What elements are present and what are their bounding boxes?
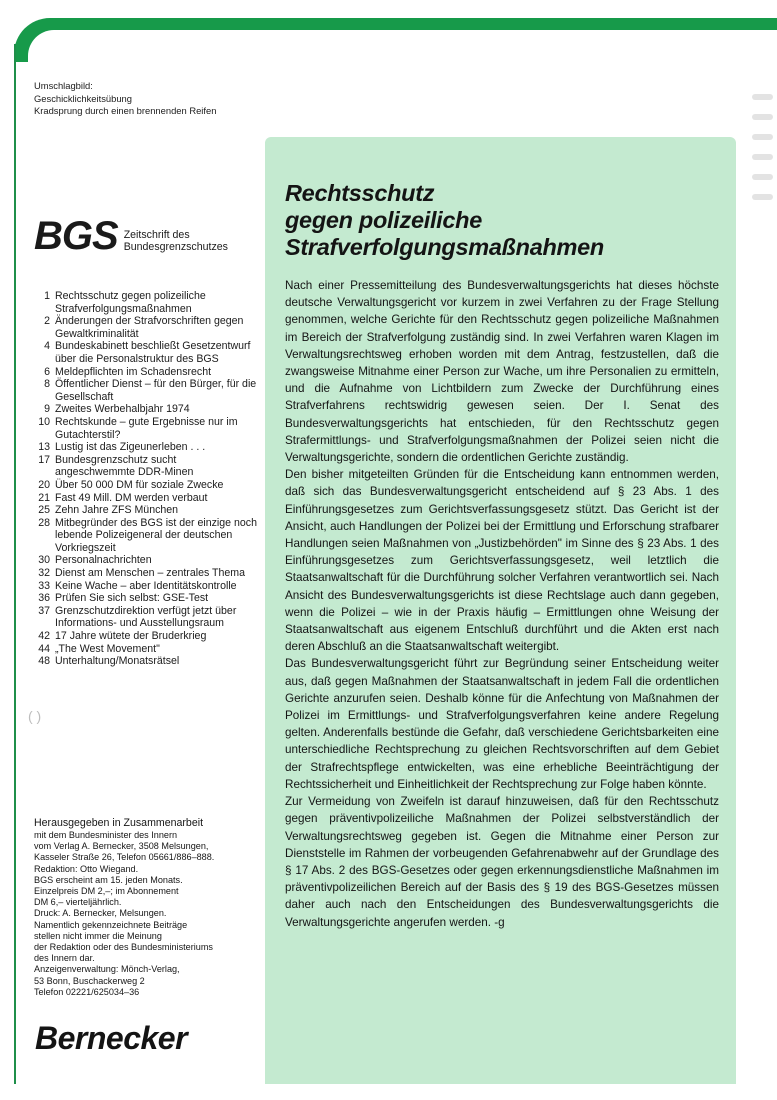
toc-page-number: 4 <box>44 340 50 353</box>
magazine-subtitle-line: Bundesgrenzschutzes <box>123 241 228 253</box>
toc-title: Personalnachrichten <box>55 554 152 567</box>
cover-caption-line: Kradsprung durch einen brennenden Reifen <box>34 105 217 116</box>
article-paragraph: Den bisher mitgeteilten Gründen für die Entscheidung kann entnommen werden, daß sich das Bundesverwaltungsgericht entscheidend auf § 23 Abs. 1 des Einführungsgesetzes zum Gerichtsverfassungsgesetz stützt. Das Gericht ist der Ansicht, auch Handlungen der Polizei bei der Ermittlung und Erforschung strafbarer Handlungen seien Maßnahmen von „Justizbehörden" im Sinne des § 23 Abs. 1 des Einführungsgesetzes zum Gerichtsverfassungsgesetz, weil letztlich die Staatsanwaltschaft für die Durchführung solcher Verfahren verantwortlich sei. Nach Ansicht des Bundesverwaltungsgerichts ist diese Rechtslage auch dann gegeben, wenn die Polizei – wie in der Praxis häufig – Ermittlungen ohne Weisung der Staatsanwaltschaft aus eigenem Entschluß durchführt und die Akten erst nach deren Abschluß an die Staatsanwaltschaft weitergibt. <box>285 468 719 654</box>
headline-line: Rechtsschutz <box>285 180 435 206</box>
imprint <box>34 817 262 998</box>
article-body <box>285 277 719 931</box>
bleed-line <box>752 194 773 200</box>
toc-entry[interactable] <box>34 441 258 454</box>
toc-entry[interactable] <box>34 315 258 340</box>
imprint-line: der Redaktion oder des Bundesministeriums <box>34 942 213 953</box>
magazine-masthead <box>34 214 228 258</box>
imprint-line: Kasseler Straße 26, Telefon 05661/886–888. <box>34 852 215 863</box>
toc-entry[interactable] <box>34 340 258 365</box>
toc-page-number: 36 <box>38 592 50 605</box>
imprint-body <box>34 830 262 998</box>
magazine-subtitle-line: Zeitschrift des <box>123 229 190 241</box>
toc-title: Meldepflichten im Schadensrecht <box>55 365 212 378</box>
article-headline <box>285 180 719 261</box>
toc-entry[interactable] <box>34 567 258 580</box>
toc-page-number: 44 <box>38 642 50 655</box>
toc-title: Grenzschutzdirektion verfügt jetzt über Informations- und Ausstellungsraum <box>55 604 237 630</box>
toc-entry[interactable] <box>34 416 258 441</box>
toc-page-number: 1 <box>44 290 50 302</box>
imprint-line: Einzelpreis DM 2,–; im Abonnement <box>34 886 179 897</box>
toc-entry[interactable] <box>34 630 258 643</box>
toc-title: Keine Wache – aber Identitätskontrolle <box>55 579 237 592</box>
imprint-lead: Herausgegeben in Zusammenarbeit <box>34 817 204 829</box>
toc-title: Fast 49 Mill. DM werden verbaut <box>55 491 208 504</box>
bleed-line <box>752 94 773 100</box>
toc-page-number: 48 <box>38 655 50 668</box>
toc-title: Dienst am Menschen – zentrales Thema <box>55 567 245 580</box>
toc-entry[interactable] <box>34 643 258 656</box>
toc-entry[interactable] <box>34 517 258 555</box>
toc-title: Zehn Jahre ZFS München <box>55 504 179 517</box>
toc-entry[interactable] <box>34 554 258 567</box>
toc-entry[interactable] <box>34 605 258 630</box>
imprint-line: Redaktion: Otto Wiegand. <box>34 863 139 874</box>
article <box>285 180 719 931</box>
toc-title: 17 Jahre wütete der Bruderkrieg <box>55 630 207 643</box>
article-paragraph: Nach einer Pressemitteilung des Bundesverwaltungsgerichts hat dieses höchste deutsche Verwaltungsgericht vor kurzem in zwei Verfahren zu der Frage Stellung genommen, welche Gerichte für den Rechtsschutz gegen polizeiliche Maßnahmen im Bereich der Strafverfolgung zuständig sind. In zwei Verfahren waren Klagen im Verwaltungsrechtsweg erhoben worden mit dem Antrag, festzustellen, daß die zwangsweise Mitnahme einer Person zur Wache, um ihre Personalien zu ermitteln, und die Aufnahme von Lichtbildern zum Zwecke der Durchführung eines Strafverfahrens rechtswidrig gewesen seien. Der I. Senat des Bundesverwaltungsgerichts hat entschieden, für den Rechtsschutz gegen Strafermittlungs- und Strafverfolgungsmaßnahmen der Polizei seien nicht die Verwaltungsgerichte, sondern die ordentlichen Gerichte zuständig. <box>285 279 719 465</box>
toc-title: Änderungen der Strafvorschriften gegen Gewaltkriminalität <box>55 315 244 340</box>
toc-entry[interactable] <box>34 378 258 403</box>
cover-caption <box>34 80 256 118</box>
toc-title: Öffentlicher Dienst – für den Bürger, für die Gesellschaft <box>55 378 257 403</box>
toc-entry[interactable] <box>34 592 258 605</box>
toc-entry[interactable] <box>34 504 258 517</box>
toc-title: Bundesgrenzschutz sucht angeschwemmte DDR-Minen <box>55 453 194 479</box>
toc-page-number: 13 <box>38 441 50 454</box>
imprint-line: Anzeigenverwaltung: Mönch-Verlag, <box>34 964 180 975</box>
toc-entry[interactable] <box>34 655 258 668</box>
toc-title: Zweites Werbehalbjahr 1974 <box>55 403 190 416</box>
left-column <box>34 80 257 997</box>
left-margin-rule <box>14 44 16 1084</box>
cover-caption-line: Geschicklichkeitsübung <box>34 92 132 104</box>
toc-entry[interactable] <box>34 580 258 593</box>
toc-title: Lustig ist das Zigeunerleben . . . <box>55 441 206 454</box>
toc-page-number: 33 <box>38 579 50 592</box>
toc-title: Prüfen Sie sich selbst: GSE-Test <box>55 592 209 605</box>
imprint-line: 53 Bonn, Buschackerweg 2 <box>34 975 145 986</box>
toc-page-number: 32 <box>38 567 50 580</box>
cover-caption-line: Umschlagbild: <box>34 80 93 91</box>
toc-page-number: 10 <box>38 415 50 428</box>
top-green-band <box>14 18 777 62</box>
imprint-line: BGS erscheint am 15. jeden Monats. <box>34 874 183 885</box>
bleed-line <box>752 174 773 180</box>
toc-page-number: 9 <box>44 403 50 416</box>
toc-entry[interactable] <box>34 290 258 315</box>
article-paragraph: Das Bundesverwaltungsgericht führt zur Begründung seiner Entscheidung weiter aus, daß gegen Maßnahmen der Staatsanwaltschaft in jedem Fall die ordentlichen Gerichte anzurufen seien. Deshalb könne für die Anfechtung von Maßnahmen der Polizei im Ermittlungs- und Strafverfolgungsverfahren keine andere Regelung gelten. Anderenfalls bestünde die Gefahr, daß verschiedene Gerichtsbarkeiten eine unterschiedliche Rechtsprechung zu gleichen Rechtsvorschriften auf dem Gebiet der Strafrechtspflege entwickelten, was eine erhebliche Beeinträchtigung der Rechtssicherheit und Einheitlichkeit der Rechtsprechung zur Folge haben könnte. <box>285 657 719 791</box>
imprint-line: Telefon 02221/625034–36 <box>34 986 140 997</box>
toc-page-number: 42 <box>38 630 50 643</box>
toc-page-number: 20 <box>38 478 50 491</box>
toc-page-number: 30 <box>38 554 50 567</box>
toc-page-number: 25 <box>38 504 50 517</box>
toc-title: Bundeskabinett beschließt Gesetzentwurf über die Personalstruktur des BGS <box>55 340 251 365</box>
table-of-contents <box>34 290 258 668</box>
toc-title: „The West Movement" <box>55 642 160 655</box>
bleed-line <box>752 154 773 160</box>
toc-entry[interactable] <box>34 403 258 416</box>
toc-entry[interactable] <box>34 492 258 505</box>
publisher-logo: Bernecker <box>35 1020 188 1056</box>
magazine-subtitle <box>124 229 228 253</box>
imprint-line: stellen nicht immer die Meinung <box>34 930 162 941</box>
toc-entry[interactable] <box>34 366 258 379</box>
article-paragraph: Zur Vermeidung von Zweifeln ist darauf hinzuweisen, daß für den Rechtsschutz gegen präventivpolizeiliche Maßnahmen der Polizei selbstverständlich der Verwaltungsrechtsweg gegeben ist. Gegen die Mitnahme einer Person zur Dienststelle im Rahmen der vorbeugenden Gefahrenabwehr auf der Grundlage des § 17 Abs. 2 des BGS-Gesetzes oder gegen erkennungsdienstliche Maßnahmen im präventivpolizeilichen Bereich auf der Basis des § 19 des BGS-Gesetzes müssen daher auch nach den Entscheidungen des Bundesverwaltungsgerichts die Verwaltungsgerichte angerufen werden. -g <box>285 795 719 929</box>
imprint-line: des Innern dar. <box>34 953 95 964</box>
bleed-line <box>752 134 773 140</box>
bgs-logo: BGS <box>34 214 118 258</box>
headline-line: Strafverfolgungsmaßnahmen <box>285 234 604 260</box>
imprint-line: mit dem Bundesminister des Innern <box>34 830 178 840</box>
marginal-bracket-mark: ( ) <box>28 708 42 724</box>
toc-title: Mitbegründer des BGS ist der einzige noch lebende Polizeigeneral der deutschen Vorkriegszeit <box>55 516 257 554</box>
toc-entry[interactable] <box>34 454 258 479</box>
toc-page-number: 21 <box>38 491 50 504</box>
imprint-line: vom Verlag A. Bernecker, 3508 Melsungen, <box>34 841 209 852</box>
toc-page-number: 2 <box>44 315 50 328</box>
headline-line: gegen polizeiliche <box>285 207 483 233</box>
toc-page-number: 8 <box>44 378 50 391</box>
bleed-line <box>752 114 773 120</box>
facing-page-bleed <box>746 80 777 1100</box>
toc-title: Unterhaltung/Monatsrätsel <box>55 655 180 668</box>
toc-title: Rechtskunde – gute Ergebnisse nur im Gutachterstil? <box>55 415 238 441</box>
imprint-line: Namentlich gekennzeichnete Beiträge <box>34 919 188 930</box>
imprint-line: Druck: A. Bernecker, Melsungen. <box>34 908 167 919</box>
toc-entry[interactable] <box>34 479 258 492</box>
toc-page-number: 37 <box>38 604 50 617</box>
toc-page-number: 28 <box>38 516 50 529</box>
toc-title: Rechtsschutz gegen polizeiliche Strafverfolgungsmaßnahmen <box>55 290 206 315</box>
toc-page-number: 17 <box>38 453 50 466</box>
imprint-line: DM 6,– vierteljährlich. <box>34 897 122 908</box>
toc-page-number: 6 <box>44 365 50 378</box>
toc-title: Über 50 000 DM für soziale Zwecke <box>55 478 224 491</box>
